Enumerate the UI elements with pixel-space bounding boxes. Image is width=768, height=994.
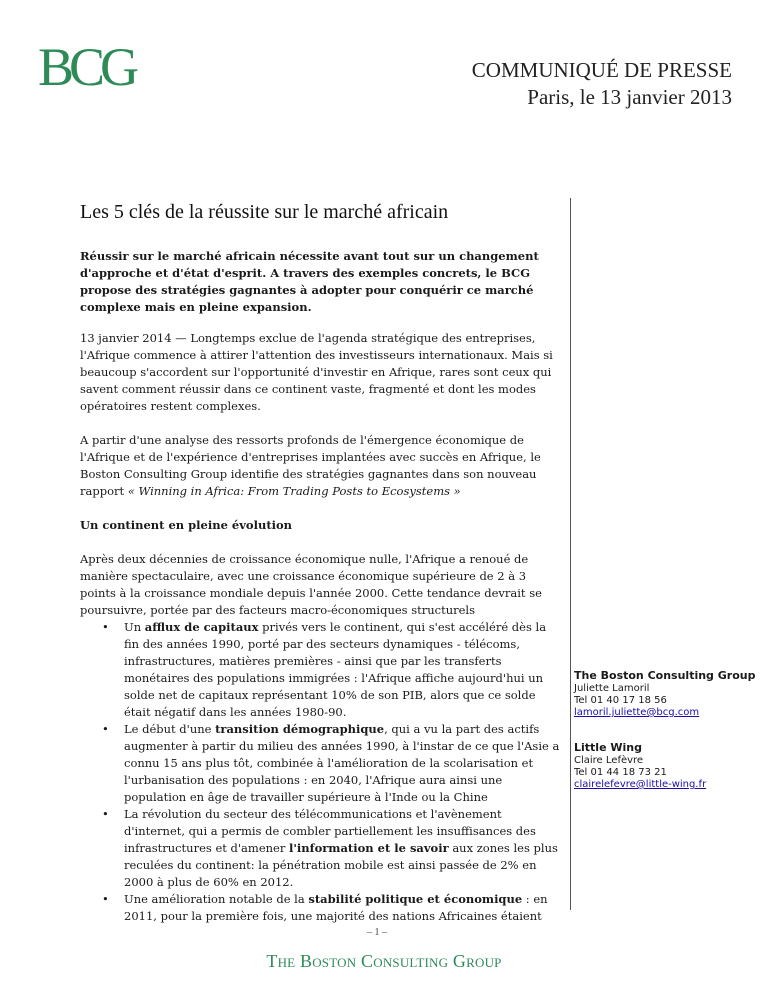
bcg-logo: BCG [38,37,135,97]
contact-org: Little Wing [574,741,642,754]
press-release-header [472,57,732,111]
bullet-emphasis: stabilité politique et économique [308,892,523,906]
list-item [124,891,560,925]
bullet-text: : en 2011, pour la première fois, une majorité des nations Africaines étaient [124,892,548,923]
page-number: – 1 – [367,927,387,938]
paragraph-3: Après deux décennies de croissance économique nulle, l'Afrique a renoué de manière spectaculaire, avec une croissance économique supérieure de 2 à 3 points à la croissance mondiale depuis l'année 2000. Cette tendance devrait se poursuivre, portée par des facteurs macro-économiques structurels [80,552,542,617]
paragraph-2 [80,432,560,500]
contact-email-link[interactable]: clairelefevre@little-wing.fr [574,779,707,790]
article-title: Les 5 clés de la réussite sur le marché africain [80,201,449,223]
footer-company-name: The Boston Consulting Group [266,951,502,971]
contact-name: Juliette Lamoril [574,683,650,694]
press-contacts [574,670,764,814]
contact-email-link[interactable]: lamoril.juliette@bcg.com [574,707,700,718]
bullet-emphasis: afflux de capitaux [144,620,259,634]
lead-paragraph: Réussir sur le marché africain nécessite avant tout sur un changement d'approche et d'état d'esprit. A travers des exemples concrets, le BCG propose des stratégies gagnantes à adopter pour conquérir ce marché complexe mais en pleine expansion. [80,249,539,314]
contact-little-wing [574,742,764,791]
contact-org: The Boston Consulting Group [574,669,756,682]
bullet-text: La révolution du secteur des télécommunications et l'avènement d'internet, qui a permis de combler partiellement les insuffisances des infrastructures et d'amener [124,807,536,855]
bullet-text: , qui a vu la part des actifs augmenter à partir du milieu des années 1990, à l'instar de ce que l'Asie a connu 15 ans plus tôt, combinée à l'amélioration de la scolarisation et l'urbanisation des populations : en 2040, l'Afrique aura ainsi une population en âge de travailler supérieure à l'Inde ou la Chine [124,722,560,804]
contact-bcg [574,670,764,719]
bullet-list [80,619,560,925]
bullet-text: Un [124,620,145,634]
bullet-text: Le début d'une [124,722,216,736]
bullet-text: aux zones les plus reculées du continent: la pénétration mobile est ainsi passée de 2% en 2000 à plus de 60% en 2012. [124,841,558,889]
report-title: « Winning in Africa: From Trading Posts to Ecosystems » [127,484,461,498]
list-item [124,806,560,891]
bullet-emphasis: transition démographique [215,722,385,736]
bullet-text: privés vers le continent, qui s'est accéléré dès la fin des années 1990, porté par des secteurs dynamiques - télécoms, infrastructures, matières premières - ainsi que par les transferts monétaires des populations immigrées : l'Afrique affiche aujourd'hui un solde net de capitaux représentant 10% de son PIB, alors que ce solde était négatif dans les années 1980-90. [124,620,547,719]
contact-name: Claire Lefèvre [574,755,644,766]
article-body [80,201,560,925]
paragraph-1: 13 janvier 2014 — Longtemps exclue de l'agenda stratégique des entreprises, l'Afrique commence à attirer l'attention des investisseurs internationaux. Mais si beaucoup s'accordent sur l'opportunité d'investir en Afrique, rares sont ceux qui savent comment réussir dans ce continent vaste, fragmenté et dont les modes opératoires restent complexes. [80,331,553,413]
date-line: Paris, le 13 janvier 2013 [527,85,732,109]
press-release-label: COMMUNIQUÉ DE PRESSE [471,58,732,82]
contact-phone: Tel 01 44 18 73 21 [574,767,667,778]
bullet-emphasis: l'information et le savoir [289,841,449,855]
contact-phone: Tel 01 40 17 18 56 [574,695,667,706]
paragraph-2-text: A partir d'une analyse des ressorts profonds de l'émergence économique de l'Afrique et de l'expérience d'entreprises implantées avec succès en Afrique, le Boston Consulting Group identifie des stratégies gagnantes dans son nouveau rapport [80,433,541,498]
list-item [124,619,560,721]
section-title: Un continent en pleine évolution [80,518,293,532]
list-item [124,721,560,806]
bullet-text: Une amélioration notable de la [124,892,309,906]
column-divider [570,198,571,910]
